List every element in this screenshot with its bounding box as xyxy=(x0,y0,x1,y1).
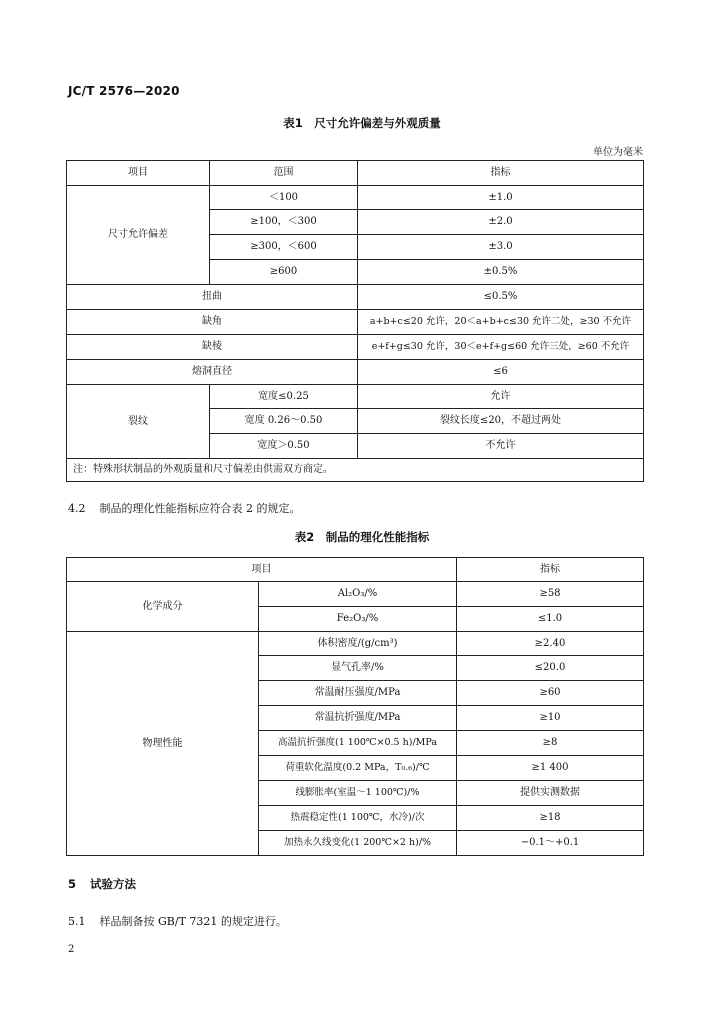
value-cell: e+f+g≤30 允许，30＜e+f+g≤60 允许三处，≥60 不允许 xyxy=(358,335,644,360)
value-cell: ≤0.5% xyxy=(358,285,644,310)
table1 xyxy=(66,160,644,482)
table1-header-value: 指标 xyxy=(358,161,644,186)
item-cell: 显气孔率/% xyxy=(259,656,457,681)
section-title: 试验方法 xyxy=(90,877,137,891)
table1-header-row xyxy=(67,161,644,186)
table1-caption: 表1 尺寸允许偏差与外观质量 xyxy=(283,116,441,130)
clause-number: 5.1 xyxy=(68,915,86,928)
size-tolerance-label: 尺寸允许偏差 xyxy=(67,186,210,285)
table-row xyxy=(67,310,644,335)
edge-label: 缺棱 xyxy=(67,335,358,360)
value-cell: 裂纹长度≤20，不超过两处 xyxy=(358,409,644,434)
value-cell: ±1.0 xyxy=(358,186,644,210)
item-cell: Fe₂O₃/% xyxy=(259,607,457,632)
table-row xyxy=(67,186,644,210)
value-cell: ≥60 xyxy=(457,681,644,706)
item-cell: 加热永久线变化(1 200℃×2 h)/% xyxy=(259,831,457,856)
section-number: 5 xyxy=(68,877,77,891)
value-cell: ≥18 xyxy=(457,806,644,831)
value-cell: ≥8 xyxy=(457,731,644,756)
table-row xyxy=(67,360,644,385)
range-cell: ≥300，＜600 xyxy=(210,235,358,260)
bend-label: 扭曲 xyxy=(67,285,358,310)
value-cell: 允许 xyxy=(358,385,644,409)
range-cell: 宽度 0.26～0.50 xyxy=(210,409,358,434)
table-row xyxy=(67,285,644,310)
value-cell: ≤20.0 xyxy=(457,656,644,681)
item-cell: 体积密度/(g/cm³) xyxy=(259,632,457,656)
table1-unit-note: 单位为毫米 xyxy=(593,147,643,158)
chemical-label: 化学成分 xyxy=(67,582,259,632)
table1-header-range: 范围 xyxy=(210,161,358,186)
table-row xyxy=(67,335,644,360)
cavity-label: 熔洞直径 xyxy=(67,360,358,385)
table-row xyxy=(67,385,644,409)
value-cell: 不允许 xyxy=(358,434,644,459)
value-cell: ≥2.40 xyxy=(457,632,644,656)
value-cell: ±2.0 xyxy=(358,210,644,235)
range-cell: 宽度≤0.25 xyxy=(210,385,358,409)
clause-text: 制品的理化性能指标应符合表 2 的规定。 xyxy=(99,502,301,515)
item-cell: 常温抗折强度/MPa xyxy=(259,706,457,731)
table2-header-row xyxy=(67,558,644,582)
standard-id: JC/T 2576—2020 xyxy=(68,84,180,98)
table2-header-value: 指标 xyxy=(457,558,644,582)
table-row xyxy=(67,459,644,482)
value-cell: ≥1 400 xyxy=(457,756,644,781)
table1-note: 注：特殊形状制品的外观质量和尺寸偏差由供需双方商定。 xyxy=(67,459,644,482)
value-cell: ±3.0 xyxy=(358,235,644,260)
section-5-heading xyxy=(68,876,136,892)
value-cell: ±0.5% xyxy=(358,260,644,285)
range-cell: ≥600 xyxy=(210,260,358,285)
clause-text: 样品制备按 GB/T 7321 的规定进行。 xyxy=(99,915,287,928)
table2-caption: 表2 制品的理化性能指标 xyxy=(294,530,430,544)
table2 xyxy=(66,557,644,856)
range-cell: 宽度＞0.50 xyxy=(210,434,358,459)
item-cell: 荷重软化温度(0.2 MPa，T₀.₆)/℃ xyxy=(259,756,457,781)
item-cell: 热震稳定性(1 100℃，水冷)/次 xyxy=(259,806,457,831)
item-cell: Al₂O₃/% xyxy=(259,582,457,607)
clause-5-1 xyxy=(68,913,287,929)
table-row xyxy=(67,632,644,656)
clause-number: 4.2 xyxy=(68,502,86,515)
page-number: 2 xyxy=(68,944,75,955)
range-cell: ＜100 xyxy=(210,186,358,210)
value-cell: a+b+c≤20 允许，20＜a+b+c≤30 允许二处，≥30 不允许 xyxy=(358,310,644,335)
item-cell: 线膨胀率(室温～1 100℃)/% xyxy=(259,781,457,806)
table2-header-item: 项目 xyxy=(67,558,457,582)
physical-label: 物理性能 xyxy=(67,632,259,856)
value-cell: ≥58 xyxy=(457,582,644,607)
value-cell: ≥10 xyxy=(457,706,644,731)
clause-4-2 xyxy=(68,500,301,516)
table1-header-item: 项目 xyxy=(67,161,210,186)
range-cell: ≥100，＜300 xyxy=(210,210,358,235)
item-cell: 常温耐压强度/MPa xyxy=(259,681,457,706)
corner-label: 缺角 xyxy=(67,310,358,335)
item-cell: 高温抗折强度(1 100℃×0.5 h)/MPa xyxy=(259,731,457,756)
table-row xyxy=(67,582,644,607)
value-cell: 提供实测数据 xyxy=(457,781,644,806)
crack-label: 裂纹 xyxy=(67,385,210,459)
value-cell: ≤6 xyxy=(358,360,644,385)
value-cell: −0.1～+0.1 xyxy=(457,831,644,856)
value-cell: ≤1.0 xyxy=(457,607,644,632)
